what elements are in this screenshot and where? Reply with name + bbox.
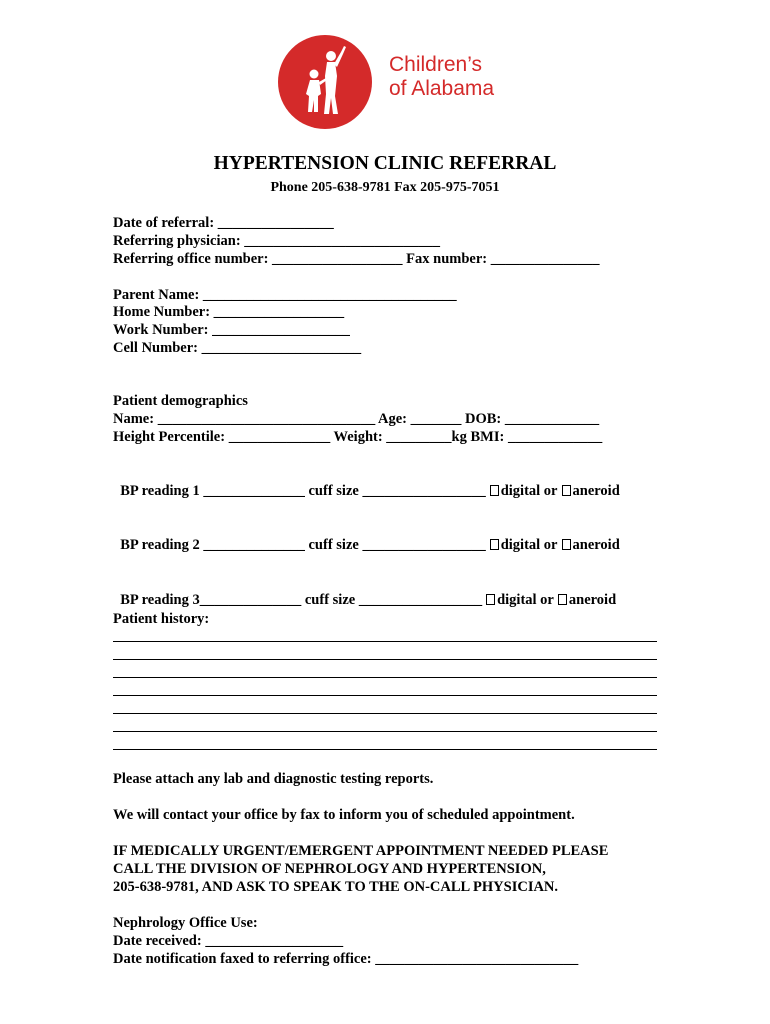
history-line[interactable]: [113, 677, 657, 678]
aneroid-option-label: aneroid: [568, 592, 617, 608]
history-line[interactable]: [113, 749, 657, 750]
digital-option-label: digital or: [500, 483, 558, 499]
home-number-field[interactable]: Home Number: __________________: [113, 304, 345, 320]
patient-name-age-dob-field[interactable]: Name: ______________________________ Age: _______ DOB: _____________: [113, 411, 600, 427]
aneroid-option-label: aneroid: [572, 483, 620, 499]
logo-line-1: Children’s: [389, 53, 482, 76]
height-weight-bmi-field[interactable]: Height Percentile: ______________ Weight: _________kg BMI: _____________: [113, 429, 603, 445]
logo-circle-icon: [275, 34, 385, 130]
bp-reading-1-row: [113, 466, 620, 500]
urgent-note-line-3: 205-638-9781, AND ASK TO SPEAK TO THE ON-CALL PHYSICIAN.: [113, 879, 559, 895]
bp-reading-2-field[interactable]: BP reading 2 ______________ cuff size _________________: [120, 537, 486, 553]
bp-reading-3-field[interactable]: BP reading 3______________ cuff size _________________: [120, 592, 483, 608]
digital-option-label: digital or: [497, 592, 554, 608]
aneroid-checkbox-icon[interactable]: [558, 594, 567, 605]
contact-by-fax-note: We will contact your office by fax to inform you of scheduled appointment.: [113, 807, 575, 823]
date-notification-faxed-field[interactable]: Date notification faxed to referring office: ____________________________: [113, 951, 579, 967]
office-use-heading: Nephrology Office Use:: [113, 915, 258, 931]
urgent-note-line-1: IF MEDICALLY URGENT/EMERGENT APPOINTMENT NEEDED PLEASE: [113, 843, 609, 859]
history-line[interactable]: [113, 713, 657, 714]
history-line[interactable]: [113, 641, 657, 642]
bp-reading-3-row: [113, 575, 616, 609]
history-line[interactable]: [113, 695, 657, 696]
history-line[interactable]: [113, 731, 657, 732]
form-title: HYPERTENSION CLINIC REFERRAL: [213, 153, 557, 174]
date-received-field[interactable]: Date received: ___________________: [113, 933, 344, 949]
urgent-note-line-2: CALL THE DIVISION OF NEPHROLOGY AND HYPERTENSION,: [113, 861, 546, 877]
contact-numbers: Phone 205-638-9781 Fax 205-975-7051: [270, 180, 500, 195]
attach-reports-note: Please attach any lab and diagnostic testing reports.: [113, 771, 434, 787]
referring-office-fax-field[interactable]: Referring office number: __________________ Fax number: _______________: [113, 251, 600, 267]
digital-checkbox-icon[interactable]: [486, 594, 495, 605]
aneroid-option-label: aneroid: [572, 537, 620, 553]
patient-history-heading: Patient history:: [113, 611, 210, 627]
patient-demographics-heading: Patient demographics: [113, 393, 248, 409]
digital-checkbox-icon[interactable]: [490, 485, 499, 496]
cell-number-field[interactable]: Cell Number: ______________________: [113, 340, 362, 356]
parent-name-field[interactable]: Parent Name: ___________________________________: [113, 287, 457, 303]
digital-option-label: digital or: [500, 537, 558, 553]
logo-text: [389, 53, 494, 101]
history-line[interactable]: [113, 659, 657, 660]
logo-line-2: of Alabama: [389, 77, 495, 100]
work-number-field[interactable]: Work Number: ___________________: [113, 322, 350, 338]
referring-physician-field[interactable]: Referring physician: ___________________________: [113, 233, 441, 249]
bp-reading-2-row: [113, 520, 620, 554]
digital-checkbox-icon[interactable]: [490, 539, 499, 550]
date-of-referral-field[interactable]: Date of referral: ________________: [113, 215, 334, 231]
aneroid-checkbox-icon[interactable]: [562, 485, 571, 496]
aneroid-checkbox-icon[interactable]: [562, 539, 571, 550]
bp-reading-1-field[interactable]: BP reading 1 ______________ cuff size _________________: [120, 483, 486, 499]
